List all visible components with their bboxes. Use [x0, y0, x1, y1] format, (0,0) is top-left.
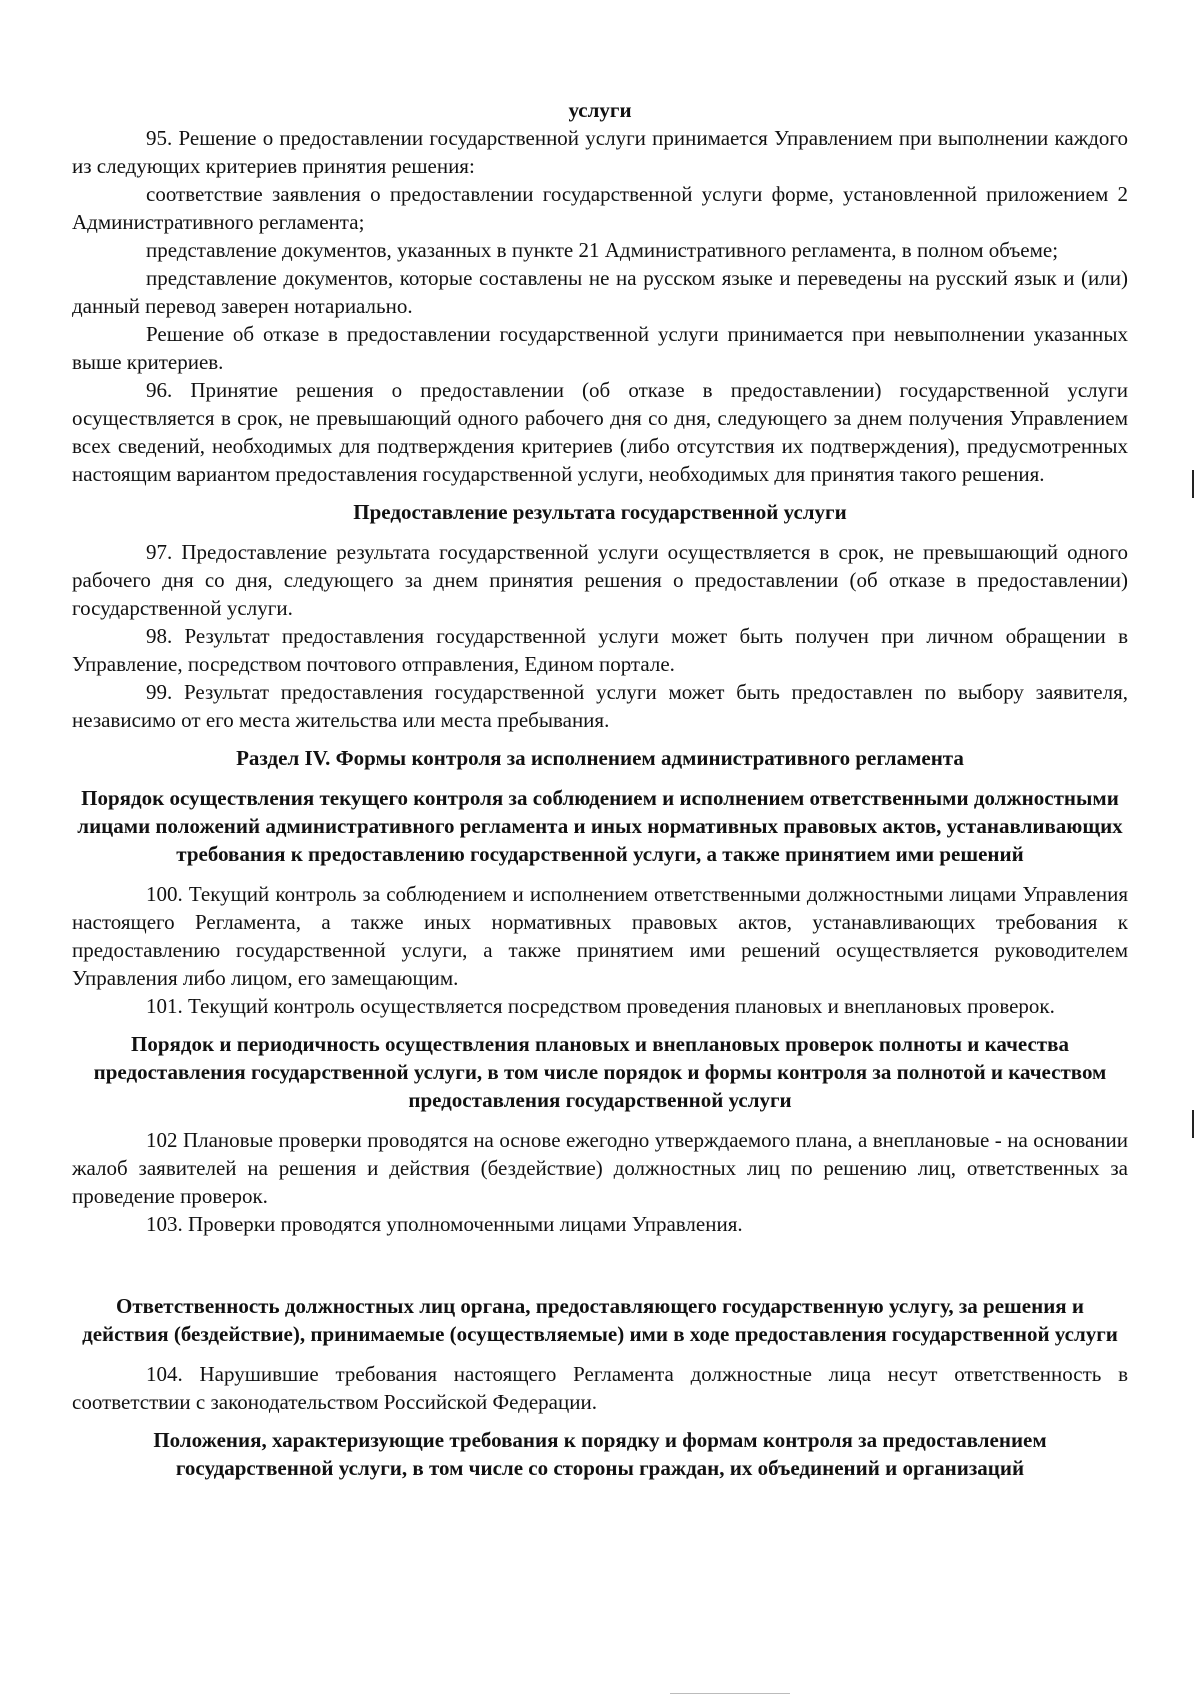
- paragraph-97: 97. Предоставление результата государственной услуги осуществляется в срок, не превышающий одного рабочего дня со дня, следующего за днем принятия решения о предоставлении (об отказе в предоставлении) государственной услуги.: [72, 540, 1128, 620]
- heading-result-provision: Предоставление результата государственной услуги: [353, 500, 847, 524]
- paragraph-95-refusal: Решение об отказе в предоставлении государственной услуги принимается при невыполнении указанных выше критериев.: [72, 322, 1128, 374]
- heading-control-forms: Положения, характеризующие требования к порядку и формам контроля за предоставлением государственной услуги, в том числе со стороны граждан, их объединений и организаций: [153, 1428, 1047, 1480]
- heading-inspections: Порядок и периодичность осуществления плановых и внеплановых проверок полноты и качества предоставления государственной услуги, в том числе порядок и формы контроля за полнотой и качеством предоставления государственной услуги: [93, 1032, 1107, 1112]
- scan-edge-mark: [1192, 1110, 1194, 1138]
- scan-artifact-line: [670, 1693, 790, 1694]
- paragraph-96: 96. Принятие решения о предоставлении (об отказе в предоставлении) государственной услуги осуществляется в срок, не превышающий одного рабочего дня со дня, следующего за днем получения Управлением всех сведений, необходимых для подтверждения критериев (либо отсутствия их подтверждения), предусмотренных настоящим вариантом предоставления государственной услуги, необходимых для принятия такого решения.: [72, 378, 1128, 486]
- paragraph-99: 99. Результат предоставления государственной услуги может быть предоставлен по выбору заявителя, независимо от его места жительства или места пребывания.: [72, 680, 1128, 732]
- heading-section-iv: Раздел IV. Формы контроля за исполнением административного регламента: [236, 746, 964, 770]
- scan-edge-mark: [1192, 470, 1194, 498]
- paragraph-104: 104. Нарушившие требования настоящего Регламента должностные лица несут ответственность в соответствии с законодательством Российской Федерации.: [72, 1362, 1128, 1414]
- top-heading: услуги: [568, 98, 632, 122]
- paragraph-102: 102 Плановые проверки проводятся на основе ежегодно утверждаемого плана, а внеплановые - на основании жалоб заявителей на решения и действия (бездействие) должностных лиц по решению лиц, ответственных за проведение проверок.: [72, 1128, 1128, 1208]
- paragraph-103: 103. Проверки проводятся уполномоченными лицами Управления.: [146, 1212, 743, 1236]
- heading-current-control: Порядок осуществления текущего контроля за соблюдением и исполнением ответственными должностными лицами положений административного регламента и иных нормативных правовых актов, устанавливающих требования к предоставлению государственной услуги, а также принятием ими решений: [77, 786, 1123, 866]
- paragraph-98: 98. Результат предоставления государственной услуги может быть получен при личном обращении в Управление, посредством почтового отправления, Едином портале.: [72, 624, 1128, 676]
- paragraph-95-criterion-2: представление документов, указанных в пункте 21 Административного регламента, в полном объеме;: [146, 238, 1059, 262]
- heading-responsibility: Ответственность должностных лиц органа, предоставляющего государственную услугу, за решения и действия (бездействие), принимаемые (осуществляемые) ими в ходе предоставления государственной услуги: [82, 1294, 1118, 1346]
- paragraph-101: 101. Текущий контроль осуществляется посредством проведения плановых и внеплановых проверок.: [146, 994, 1055, 1018]
- paragraph-95: 95. Решение о предоставлении государственной услуги принимается Управлением при выполнении каждого из следующих критериев принятия решения:: [72, 126, 1128, 178]
- paragraph-95-criterion-3: представление документов, которые составлены не на русском языке и переведены на русский язык и (или) данный перевод заверен нотариально.: [72, 266, 1128, 318]
- paragraph-100: 100. Текущий контроль за соблюдением и исполнением ответственными должностными лицами Управления настоящего Регламента, а также иных нормативных правовых актов, устанавливающих требования к предоставлению государственной услуги, а также принятием ими решений осуществляется руководителем Управления либо лицом, его замещающим.: [72, 882, 1128, 990]
- paragraph-95-criterion-1: соответствие заявления о предоставлении государственной услуги форме, установленной приложением 2 Административного регламента;: [72, 182, 1128, 234]
